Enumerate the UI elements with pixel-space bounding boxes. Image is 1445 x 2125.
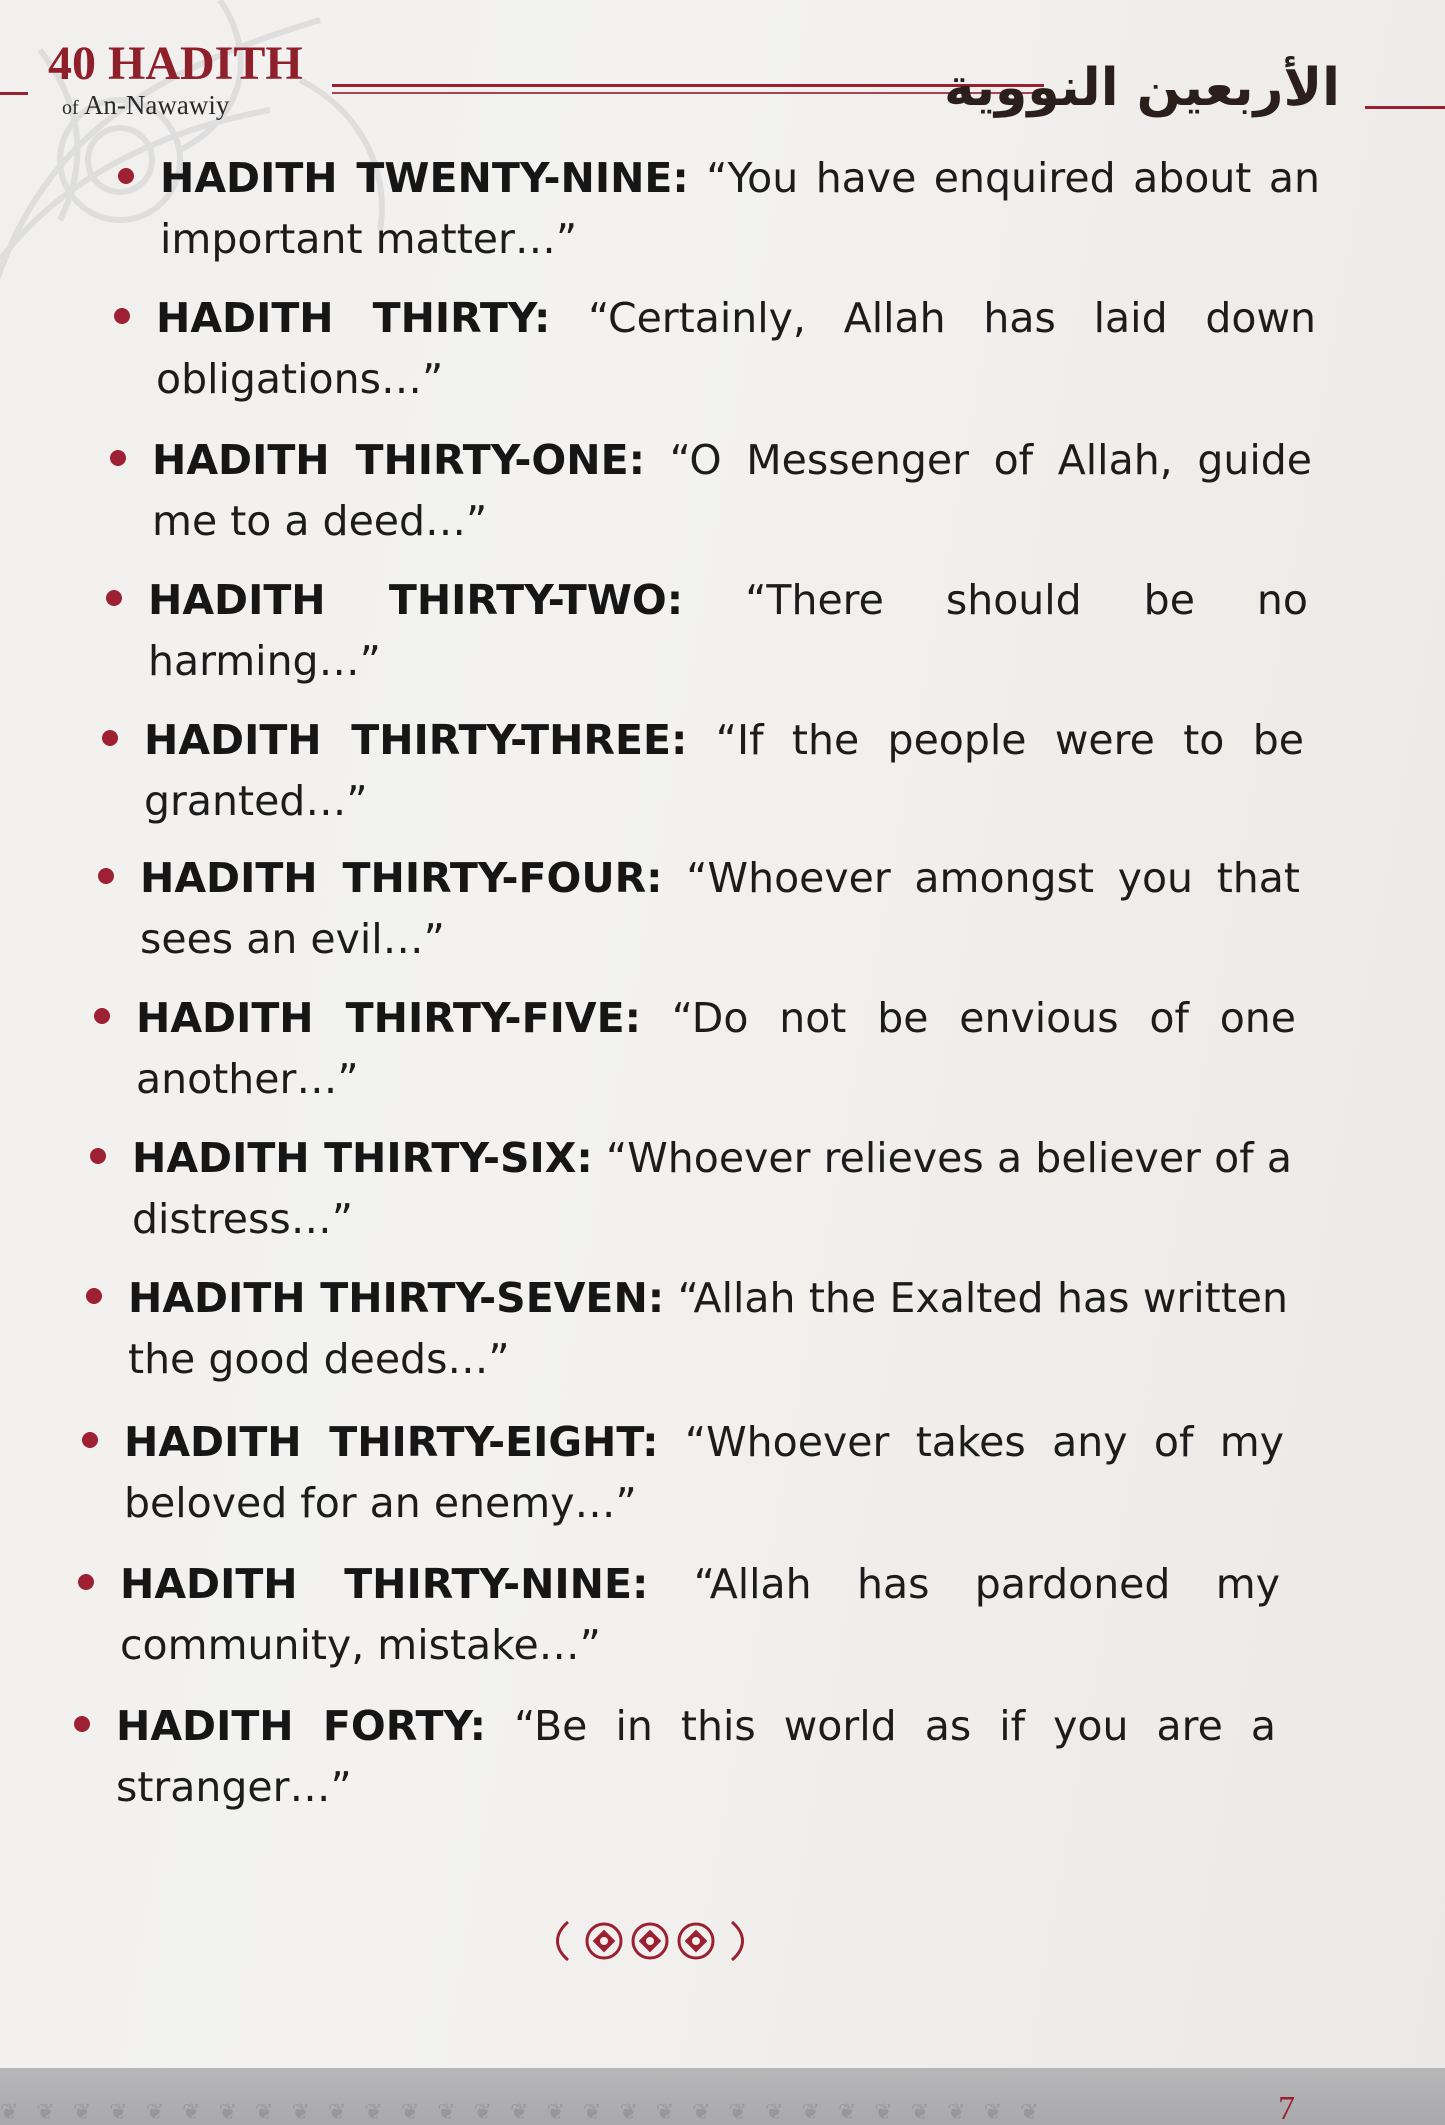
hadith-entry bbox=[152, 430, 1312, 552]
bullet-icon bbox=[94, 1008, 110, 1024]
hadith-entry bbox=[124, 1412, 1284, 1534]
hadith-entry bbox=[120, 1554, 1280, 1676]
hadith-quote: “Whoever takes any of my beloved for an enemy…” bbox=[124, 1418, 1284, 1527]
bullet-icon bbox=[98, 868, 114, 884]
header-rule-right bbox=[1365, 106, 1445, 109]
bullet-icon bbox=[74, 1716, 90, 1732]
bullet-icon bbox=[106, 590, 122, 606]
bullet-icon bbox=[90, 1148, 106, 1164]
header-rule-main bbox=[332, 84, 1044, 87]
hadith-quote: “Allah the Exalted has written the good deeds…” bbox=[128, 1274, 1288, 1383]
hadith-quote: “O Messenger of Allah, guide me to a deed…” bbox=[152, 436, 1312, 545]
bullet-icon bbox=[118, 168, 134, 184]
hadith-quote: “Whoever relieves a believer of a distress…” bbox=[132, 1134, 1292, 1243]
hadith-entry bbox=[132, 1128, 1292, 1250]
hadith-label: HADITH THIRTY-FOUR: bbox=[140, 854, 663, 902]
hadith-entry bbox=[148, 570, 1308, 692]
bullet-icon bbox=[110, 450, 126, 466]
hadith-quote: “There should be no harming…” bbox=[148, 576, 1308, 685]
hadith-label: HADITH THIRTY-NINE: bbox=[120, 1560, 649, 1608]
hadith-entry bbox=[160, 148, 1320, 270]
header-rule-left bbox=[0, 92, 28, 95]
bullet-icon bbox=[78, 1574, 94, 1590]
hadith-label: HADITH THIRTY-SEVEN: bbox=[128, 1274, 665, 1322]
hadith-quote: “Be in this world as if you are a stranger…” bbox=[116, 1702, 1276, 1811]
hadith-label: HADITH THIRTY: bbox=[156, 294, 551, 342]
bullet-icon bbox=[82, 1432, 98, 1448]
book-subtitle bbox=[62, 92, 229, 119]
book-subtitle-name: An-Nawawiy bbox=[83, 90, 230, 120]
hadith-entry bbox=[140, 848, 1300, 970]
hadith-label: HADITH THIRTY-ONE: bbox=[152, 436, 645, 484]
hadith-quote: “Whoever amongst you that sees an evil…” bbox=[140, 854, 1300, 963]
hadith-label: HADITH TWENTY-NINE: bbox=[160, 154, 689, 202]
bullet-icon bbox=[114, 308, 130, 324]
hadith-quote: “If the people were to be granted…” bbox=[144, 716, 1304, 825]
hadith-label: HADITH THIRTY-SIX: bbox=[132, 1134, 593, 1182]
divider-ornament-icon bbox=[550, 1912, 750, 1970]
page-header bbox=[0, 0, 1445, 160]
bullet-icon bbox=[102, 730, 118, 746]
footer-pattern-icon: ❦❦❦❦❦❦❦❦❦❦❦❦❦❦❦❦❦❦❦❦❦❦❦❦❦❦❦❦❦ bbox=[0, 2100, 1057, 2125]
hadith-label: HADITH THIRTY-TWO: bbox=[148, 576, 684, 624]
hadith-label: HADITH FORTY: bbox=[116, 1702, 486, 1750]
book-subtitle-of: of bbox=[62, 97, 79, 119]
page-number: 7 bbox=[1278, 2090, 1295, 2125]
hadith-entry bbox=[136, 988, 1296, 1110]
hadith-entry bbox=[144, 710, 1304, 832]
bullet-icon bbox=[86, 1288, 102, 1304]
hadith-quote: “Do not be envious of one another…” bbox=[136, 994, 1296, 1103]
hadith-quote: “You have enquired about an important matter…” bbox=[160, 154, 1320, 263]
hadith-label: HADITH THIRTY-THREE: bbox=[144, 716, 688, 764]
arabic-title: الأربعين النووية bbox=[943, 58, 1340, 118]
hadith-entry bbox=[116, 1696, 1276, 1818]
hadith-quote: “Certainly, Allah has laid down obligations…” bbox=[156, 294, 1316, 403]
hadith-label: HADITH THIRTY-FIVE: bbox=[136, 994, 641, 1042]
header-rule-main-under bbox=[332, 92, 1044, 94]
book-title: 40 HADITH bbox=[48, 37, 303, 90]
hadith-quote: “Allah has pardoned my community, mistake…” bbox=[120, 1560, 1280, 1669]
hadith-label: HADITH THIRTY-EIGHT: bbox=[124, 1418, 659, 1466]
hadith-entry bbox=[128, 1268, 1288, 1390]
hadith-entry bbox=[156, 288, 1316, 410]
